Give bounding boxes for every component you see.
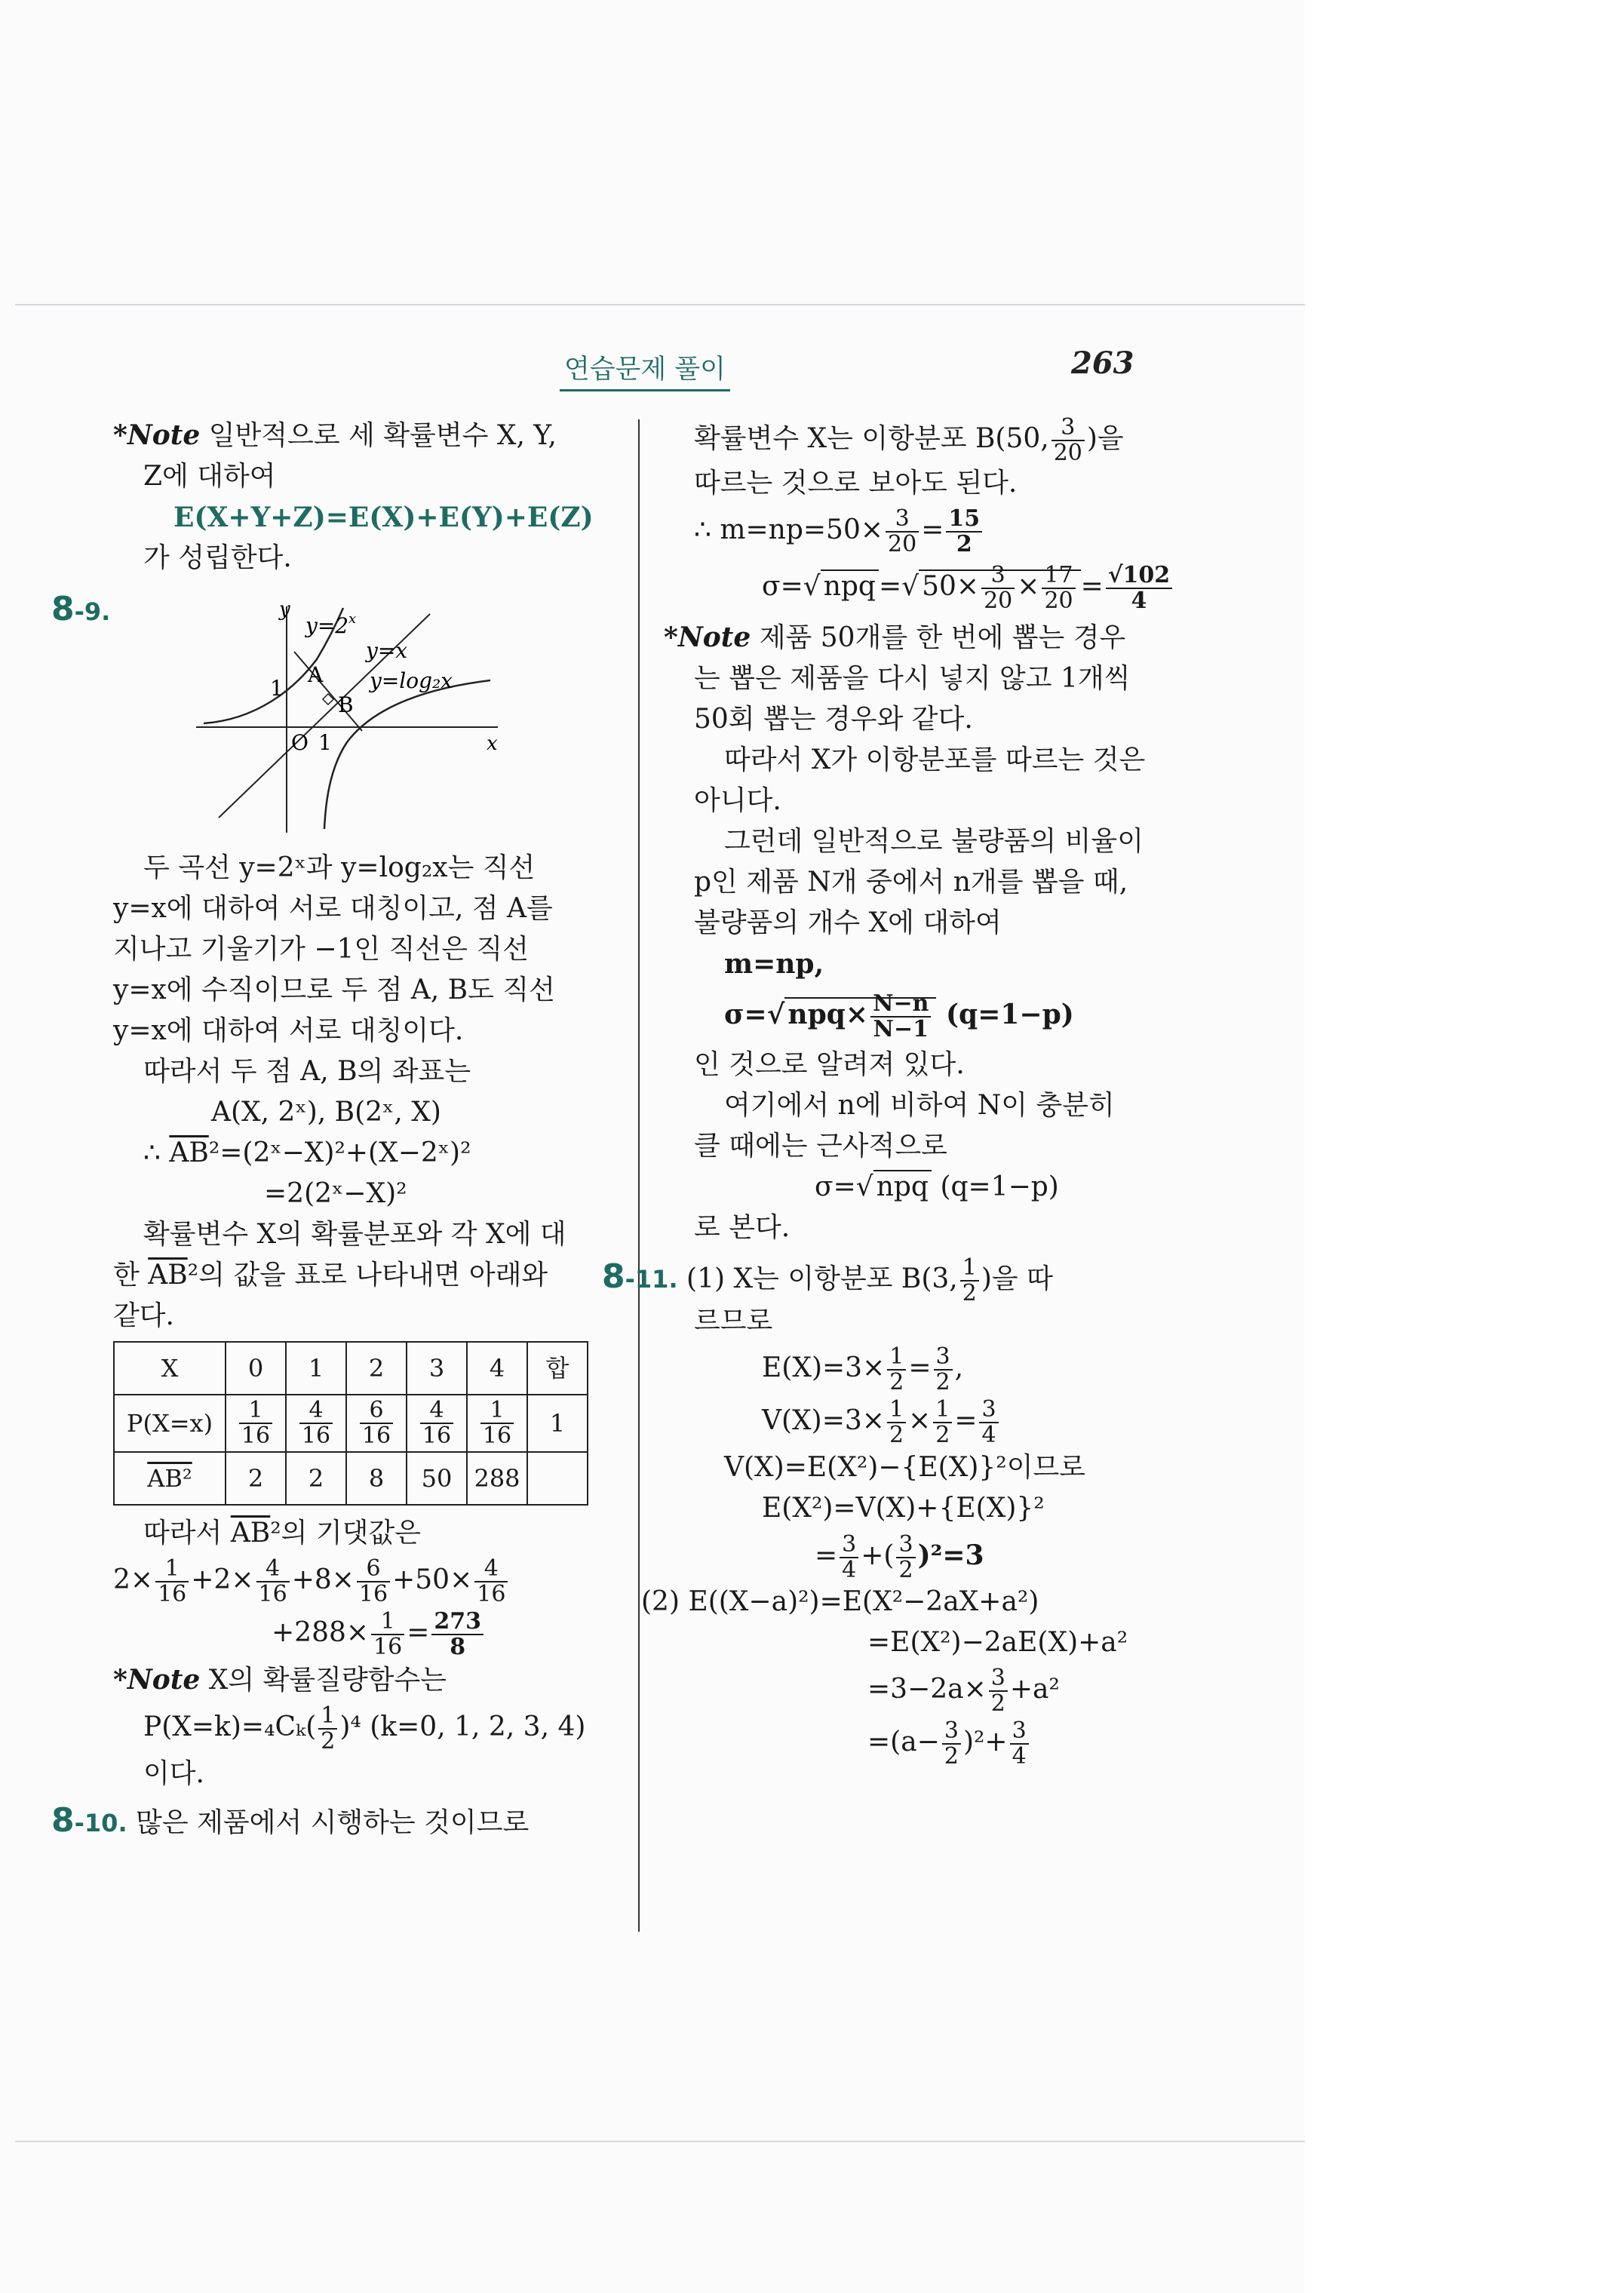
answer-fraction: $\frac{273}{8}$ bbox=[431, 1610, 484, 1659]
segment-ab: $\overline{AB}$ bbox=[169, 1137, 209, 1168]
expectation-formula: E(X+Y+Z)=E(X)+E(Y)+E(Z) bbox=[173, 502, 594, 533]
table-row bbox=[114, 1342, 588, 1395]
exp-curve-label: y=2 bbox=[305, 613, 349, 638]
problem-number: 8-11. bbox=[602, 1257, 678, 1296]
table-cell: 0 bbox=[226, 1342, 286, 1395]
table-cell: 1 bbox=[527, 1395, 588, 1452]
note-text: 불량품의 개수 X에 대하여 bbox=[694, 907, 1002, 938]
y-axis-label: y bbox=[279, 599, 290, 621]
note-text: 따라서 X가 이항분포를 따르는 것은 bbox=[724, 744, 1146, 775]
solution-text: 두 곡선 y=2ˣ과 y=log₂x는 직선 bbox=[143, 852, 536, 883]
part-two-equation: =E(X²)−2aE(X)+a² bbox=[867, 1627, 1128, 1658]
note-text: 제품 50개를 한 번에 뽑는 경우 bbox=[759, 622, 1126, 653]
top-rule bbox=[15, 304, 1305, 305]
part-two-equation: (2) E((X−a)²)=E(X²−2aX+a²) bbox=[641, 1586, 1039, 1617]
right-column: 확률변수 X는 이항분포 B(50, $\frac{3}{20}$ )을 따르는 것으로 보아도 된다. ∴ m=np=50× $\frac{3}{20}$ = $\frac{15}{2}$ σ=√ npq =√ 50× $\frac{3}{20}$ × $\frac{17}{20}$ = $\frac{√102}{4}$ *Note 제품 50개를 한 번에 뽑는 경우 는 뽑은 제품을 다시 넣지 않고 1개씩 50회 뽑는 경우와 같다. 따라서 X가 이항분포를 따르는 것은 아니다. 그런데 일반적으로 불량품의 비율이 p인 제품 N개 중에서 n개를 뽑을 때, 불량품의 개수 X에 대하여 m=np, σ=√ npq× $\frac{N-n}{N-1}$ (q=1−p) 인 것으로 알려져 있다. 여기에서 n에 비하여 N이 충분히 클 때에는 근사적으로 σ=√ npq (q=1−p) 로 본다. 8-11. (1) X는 이항분포 B(3, $\frac{1}{2}$ )을 따 르므로 E(X)=3× $\frac{1}{2}$ = $\frac{3}{2}$ , V(X)=3× $\frac{1}{2}$ × $\frac{1}{2}$ = $\frac{3}{4}$ V(X)=E(X²)−{E(X)}²이므로 E(X²)=V(X)+{E(X)}² = $\frac{3}{4}$ +( $\frac{3}{2}$ )²=3 (2) E((X−a)²)=E(X²−2aX+a²) =E(X²)−2aE(X)+a² =3−2a× $\frac{3}{2}$ +a² =(a− $\frac{3}{2}$ )²+ $\frac{3}{4}$ bbox=[664, 415, 1169, 1769]
note-text: 인 것으로 알려져 있다. bbox=[694, 1049, 965, 1080]
solution-text: y=x에 대하여 서로 대칭이다. bbox=[113, 1015, 464, 1046]
table-cell: 1 bbox=[286, 1342, 346, 1395]
second-moment: E(X²)=V(X)+{E(X)}² bbox=[762, 1493, 1045, 1524]
mean-equation: ∴ m=np=50× $\frac{3}{20}$ = $\frac{15}{2}$ bbox=[664, 504, 1169, 557]
solution-text: )을 따 bbox=[981, 1263, 1053, 1294]
perpendicular-line bbox=[294, 652, 362, 731]
fraction: $\frac{6}{16}$ bbox=[360, 1398, 393, 1448]
segment-ab: $\overline{AB}$ bbox=[148, 1260, 188, 1291]
note-label: *Note bbox=[113, 419, 201, 451]
table-cell: 2 bbox=[346, 1342, 407, 1395]
table-cell: 4 bbox=[467, 1342, 527, 1395]
line-label: y=x bbox=[366, 638, 408, 663]
left-column bbox=[51, 415, 626, 1843]
table-cell: 50 bbox=[407, 1452, 467, 1505]
table-cell: 2 bbox=[226, 1452, 286, 1505]
graph-figure bbox=[189, 599, 505, 840]
equation: ²=(2ˣ−X)²+(X−2ˣ)² bbox=[208, 1137, 471, 1168]
point-b-label: B bbox=[338, 692, 354, 717]
expectation-sum: 2× $\frac{1}{16}$ +2× $\frac{4}{16}$ +8× $\frac{6}{16}$ +50× $\frac{4}{16}$ bbox=[113, 1554, 626, 1607]
solution-text: y=x에 대하여 서로 대칭이고, 점 A를 bbox=[113, 893, 553, 924]
segment-ab: $\overline{AB}$ bbox=[230, 1518, 271, 1549]
solution-text: 따라서 두 점 A, B의 좌표는 bbox=[143, 1056, 471, 1087]
note-text: p인 제품 N개 중에서 n개를 뽑을 때, bbox=[694, 867, 1128, 898]
fraction: $\frac{4}{16}$ bbox=[299, 1398, 333, 1448]
note-text: 클 때에는 근사적으로 bbox=[694, 1131, 947, 1162]
mean-formula: m=np, bbox=[724, 948, 824, 980]
table-header: X bbox=[114, 1342, 226, 1395]
note-text: 는 뽑은 제품을 다시 넣지 않고 1개씩 bbox=[694, 663, 1131, 694]
part-two-equation: =(a− $\frac{3}{2}$ )²+ $\frac{3}{4}$ bbox=[664, 1716, 1169, 1769]
table-row bbox=[114, 1452, 588, 1505]
y-one-label: 1 bbox=[270, 676, 284, 701]
sigma-equation: σ=√ npq =√ 50× $\frac{3}{20}$ × $\frac{17}{20}$ = $\frac{√102}{4}$ bbox=[664, 557, 1169, 617]
section-title: 연습문제 풀이 bbox=[560, 348, 730, 391]
note-label: *Note bbox=[664, 622, 751, 653]
table-cell: 3 bbox=[407, 1342, 467, 1395]
page-number: 263 bbox=[1071, 345, 1134, 381]
note-text: 그런데 일반적으로 불량품의 비율이 bbox=[724, 826, 1144, 857]
note-text: X의 확률질량함수는 bbox=[208, 1665, 447, 1696]
variance-identity: V(X)=E(X²)−{E(X)}²이므로 bbox=[724, 1452, 1086, 1483]
note-text: 50회 뽑는 경우와 같다. bbox=[694, 704, 973, 735]
solution-text: 확률변수 X의 확률분포와 각 X에 대 bbox=[143, 1219, 566, 1250]
table-cell bbox=[527, 1452, 588, 1505]
solution-text: 지나고 기울기가 −1인 직선은 직선 bbox=[113, 934, 529, 965]
fraction: $\frac{4}{16}$ bbox=[420, 1398, 453, 1448]
pmf-formula: P(X=k)=₄Cₖ( $\frac{1}{2}$ )⁴ (k=0, 1, 2, 3, 4) bbox=[143, 1702, 586, 1754]
solution-text: 따라서 bbox=[143, 1518, 223, 1549]
fraction: $\frac{1}{16}$ bbox=[480, 1398, 514, 1448]
x-axis-label: x bbox=[487, 732, 498, 755]
second-moment-value: = $\frac{3}{4}$ +( $\frac{3}{2}$ )²=3 bbox=[815, 1531, 984, 1583]
variance-equation: V(X)=3× $\frac{1}{2}$ × $\frac{1}{2}$ = $\frac{3}{4}$ bbox=[664, 1395, 1169, 1447]
column-divider bbox=[638, 419, 640, 1932]
origin-label: O bbox=[291, 730, 309, 755]
note-label: *Note bbox=[113, 1664, 201, 1696]
note-text: 일반적으로 세 확률변수 X, Y, bbox=[208, 420, 557, 451]
note-text: 아니다. bbox=[694, 785, 781, 816]
x-one-label: 1 bbox=[318, 730, 332, 755]
problem-number: 8-10. bbox=[51, 1801, 127, 1840]
solution-text: 르므로 bbox=[694, 1306, 773, 1337]
note-text: 이다. bbox=[143, 1758, 204, 1789]
solution-text: ²의 기댓값은 bbox=[270, 1518, 421, 1549]
sigma-approx: σ=√ npq (q=1−p) bbox=[815, 1171, 1059, 1202]
table-header: P(X=x) bbox=[114, 1395, 226, 1452]
bottom-rule bbox=[15, 2141, 1305, 2142]
solution-text: 따르는 것으로 보아도 된다. bbox=[694, 468, 1018, 499]
table-row bbox=[114, 1395, 588, 1452]
log-curve-label: y=log₂x bbox=[370, 668, 453, 693]
distribution-table bbox=[113, 1341, 588, 1506]
table-cell: 8 bbox=[346, 1452, 407, 1505]
expectation-equation: E(X)=3× $\frac{1}{2}$ = $\frac{3}{2}$ , bbox=[762, 1343, 964, 1395]
point-a-label: A bbox=[308, 662, 324, 687]
expectation-sum: +288× $\frac{1}{16}$ = $\frac{273}{8}$ bbox=[113, 1607, 626, 1659]
solution-text: 같다. bbox=[113, 1300, 174, 1331]
problem-number: 8-9. bbox=[51, 590, 111, 628]
note-text: 로 본다. bbox=[694, 1212, 791, 1243]
table-cell: 288 bbox=[467, 1452, 527, 1505]
exp-curve-label-sup: x bbox=[348, 611, 357, 627]
part-two-equation: =3−2a× $\frac{3}{2}$ +a² bbox=[867, 1665, 1060, 1717]
therefore-symbol: ∴ bbox=[143, 1137, 161, 1168]
table-cell: 합 bbox=[527, 1342, 588, 1395]
equation: =2(2ˣ−X)² bbox=[264, 1178, 407, 1209]
table-header: AB² bbox=[114, 1452, 226, 1505]
solution-text: 많은 제품에서 시행하는 것이므로 bbox=[136, 1807, 530, 1838]
note-text: 가 성립한다. bbox=[143, 542, 292, 573]
solution-text: (1) X는 이항분포 B(3, bbox=[686, 1263, 958, 1294]
solution-text: y=x에 수직이므로 두 점 A, B도 직선 bbox=[113, 975, 555, 1005]
solution-text: 확률변수 X는 이항분포 B(50, $\frac{3}{20}$ )을 bbox=[694, 414, 1124, 466]
solution-text: ²의 값을 표로 나타내면 아래와 bbox=[187, 1260, 548, 1291]
note-text: Z에 대하여 bbox=[143, 461, 276, 492]
sigma-formula: σ=√ npq× $\frac{N-n}{N-1}$ (q=1−p) bbox=[724, 990, 1074, 1042]
note-text: 여기에서 n에 비하여 N이 충분히 bbox=[724, 1090, 1115, 1121]
solution-text: 한 bbox=[113, 1260, 140, 1291]
fraction: $\frac{1}{16}$ bbox=[239, 1398, 272, 1448]
coordinates: A(X, 2ˣ), B(2ˣ, X) bbox=[211, 1097, 441, 1128]
table-cell: 2 bbox=[286, 1452, 346, 1505]
